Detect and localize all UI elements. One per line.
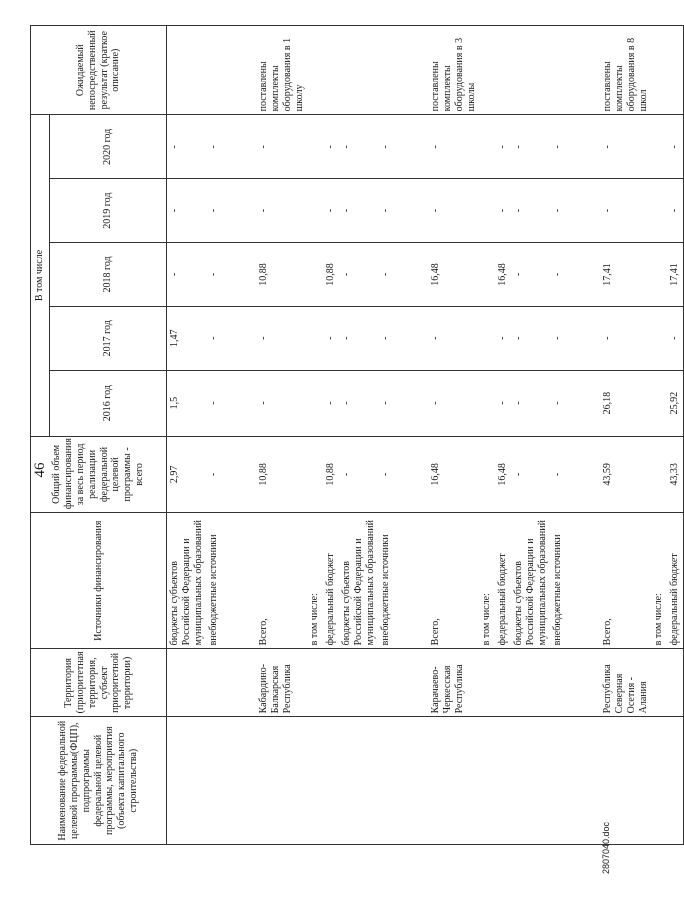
cell-source: бюджеты субъектов Российской Федерации и муниципальных образований [339,513,378,649]
cell-total: - [339,436,378,513]
cell-program-name [339,717,378,845]
cell-y2017: - [256,306,307,370]
header-2019: 2019 год [50,179,167,243]
cell-result [667,26,683,115]
cell-y2018: - [511,243,550,307]
cell-y2017: - [339,306,378,370]
cell-source: бюджеты субъектов Российской Федерации и муниципальных образований [511,513,550,649]
cell-y2016: - [378,370,394,436]
cell-territory [511,649,550,717]
cell-territory [378,649,394,717]
spacer-cell [394,370,428,436]
cell-territory [550,649,566,717]
cell-source: федеральный бюджет [323,513,339,649]
cell-y2018 [307,243,323,307]
cell-result [307,26,323,115]
spacer-cell [566,26,600,115]
cell-territory [167,649,207,717]
cell-y2016: - [428,370,479,436]
spacer-cell [394,306,428,370]
cell-y2020: - [428,115,479,179]
cell-territory [307,649,323,717]
spacer-cell [222,513,256,649]
spacer-cell [566,243,600,307]
cell-y2018: 17,41 [667,243,683,307]
cell-y2016 [651,370,667,436]
cell-y2019: - [378,179,394,243]
cell-total: 16,48 [428,436,479,513]
table-row [256,26,307,845]
financing-table [30,25,684,845]
cell-program-name [428,717,479,845]
header-2020: 2020 год [50,115,167,179]
cell-total: 10,88 [323,436,339,513]
cell-territory [206,649,222,717]
cell-y2016: - [495,370,511,436]
cell-y2017 [479,306,495,370]
spacer-cell [394,717,428,845]
cell-y2016: - [550,370,566,436]
cell-y2018: 10,88 [256,243,307,307]
table-row [550,26,566,845]
cell-territory: Кабардино-Балкарская Республика [256,649,307,717]
cell-y2020: - [550,115,566,179]
cell-total: - [550,436,566,513]
spacer-cell [394,179,428,243]
spacer-cell [566,717,600,845]
cell-territory: Республика Северная Осетия - Алания [600,649,651,717]
cell-y2016: - [323,370,339,436]
cell-y2019: - [323,179,339,243]
cell-source: в том числе: [479,513,495,649]
cell-program-name [667,717,683,845]
cell-total: - [511,436,550,513]
block-spacer [394,26,428,845]
spacer-cell [394,513,428,649]
table-row [600,26,651,845]
cell-y2019: - [495,179,511,243]
table-row [428,26,479,845]
cell-source: Всего, [428,513,479,649]
table-row [167,26,207,845]
cell-y2016: 1,5 [167,370,207,436]
cell-y2020 [651,115,667,179]
cell-territory [323,649,339,717]
cell-total: 43,59 [600,436,651,513]
cell-total: 16,48 [495,436,511,513]
cell-program-name [511,717,550,845]
table-row [378,26,394,845]
cell-result [206,26,222,115]
cell-y2018: 10,88 [323,243,339,307]
cell-source: внебюджетные источники [378,513,394,649]
cell-y2019 [479,179,495,243]
block-spacer [222,26,256,845]
cell-y2019: - [511,179,550,243]
cell-territory [495,649,511,717]
cell-y2020: - [600,115,651,179]
spacer-cell [222,370,256,436]
cell-result [323,26,339,115]
cell-y2020: - [511,115,550,179]
cell-total: - [206,436,222,513]
cell-y2018: - [378,243,394,307]
cell-territory [651,649,667,717]
spacer-cell [222,717,256,845]
table-row [307,26,323,845]
cell-y2019: - [550,179,566,243]
header-total: Общий объем финансирования за весь период реализации федеральной целевой программы - всего [31,436,167,513]
spacer-cell [222,243,256,307]
cell-y2018: - [206,243,222,307]
spacer-cell [222,115,256,179]
cell-y2019 [651,179,667,243]
spacer-cell [566,649,600,717]
spacer-cell [566,436,600,513]
document-code: 2807040.doc [601,821,611,874]
cell-y2019: - [339,179,378,243]
cell-y2016: 26,18 [600,370,651,436]
cell-y2018 [651,243,667,307]
cell-y2017: - [495,306,511,370]
cell-source: федеральный бюджет [667,513,683,649]
table-row [495,26,511,845]
table-body [167,26,684,845]
cell-y2017: - [667,306,683,370]
header-source: Источники финансирования [31,513,167,649]
header-result: Ожидаемый непосредственный результат (краткое описание) [31,26,167,115]
cell-source: федеральный бюджет [495,513,511,649]
cell-y2020 [307,115,323,179]
cell-result: поставлены комплекты оборудования в 1 школу [256,26,307,115]
cell-y2019: - [667,179,683,243]
table-row [479,26,495,845]
spacer-cell [566,370,600,436]
cell-y2019: - [206,179,222,243]
spacer-cell [394,436,428,513]
cell-result: поставлены комплекты оборудования в 3 школы [428,26,479,115]
cell-source: Всего, [256,513,307,649]
page-number: 46 [32,462,48,478]
cell-y2020: - [323,115,339,179]
cell-result [651,26,667,115]
cell-y2018: 17,41 [600,243,651,307]
cell-y2017: - [378,306,394,370]
table-row [667,26,683,845]
spacer-cell [566,306,600,370]
spacer-cell [566,179,600,243]
cell-y2016: - [339,370,378,436]
cell-program-name [323,717,339,845]
cell-source: внебюджетные источники [550,513,566,649]
cell-y2019: - [600,179,651,243]
cell-source: в том числе: [307,513,323,649]
cell-total: 43,33 [667,436,683,513]
spacer-cell [394,243,428,307]
cell-total: - [378,436,394,513]
cell-total [651,436,667,513]
cell-y2020: - [167,115,207,179]
header-in-that: В том числе [31,115,50,436]
spacer-cell [394,115,428,179]
cell-result [378,26,394,115]
cell-y2016 [479,370,495,436]
cell-territory [667,649,683,717]
cell-result: поставлены комплекты оборудования в 8 школ [600,26,651,115]
cell-y2017 [307,306,323,370]
cell-source: бюджеты субъектов Российской Федерации и муниципальных образований [167,513,207,649]
cell-y2016: 25,92 [667,370,683,436]
cell-source: в том числе: [651,513,667,649]
spacer-cell [222,436,256,513]
cell-y2019: - [256,179,307,243]
header-2018: 2018 год [50,243,167,307]
cell-program-name [651,717,667,845]
cell-program-name [479,717,495,845]
spacer-cell [394,649,428,717]
cell-y2020: - [339,115,378,179]
header-2016: 2016 год [50,370,167,436]
cell-y2020 [479,115,495,179]
cell-program-name [378,717,394,845]
cell-result [495,26,511,115]
cell-result [339,26,378,115]
spacer-cell [222,179,256,243]
cell-y2016: - [511,370,550,436]
cell-result [479,26,495,115]
table-row [339,26,378,845]
spacer-cell [222,26,256,115]
cell-y2017: - [511,306,550,370]
cell-total: 10,88 [256,436,307,513]
cell-source: Всего, [600,513,651,649]
cell-y2019: - [167,179,207,243]
header-territory: Территория (приоритетная территория, субъект приоритетной территории) [31,649,167,717]
cell-territory [479,649,495,717]
cell-y2018: 16,48 [428,243,479,307]
cell-y2018: - [167,243,207,307]
spacer-cell [394,26,428,115]
block-spacer [566,26,600,845]
cell-y2017: 1,47 [167,306,207,370]
cell-y2016 [307,370,323,436]
cell-y2017 [651,306,667,370]
spacer-cell [566,115,600,179]
cell-y2018 [479,243,495,307]
table-row [651,26,667,845]
cell-y2016: - [256,370,307,436]
cell-program-name [167,717,207,845]
cell-program-name [256,717,307,845]
cell-y2020: - [495,115,511,179]
table-row [511,26,550,845]
cell-program-name [307,717,323,845]
cell-y2020: - [378,115,394,179]
cell-y2018: - [339,243,378,307]
cell-y2017: - [428,306,479,370]
spacer-cell [222,649,256,717]
cell-y2019: - [428,179,479,243]
cell-result [511,26,550,115]
cell-y2016: - [206,370,222,436]
table-row [206,26,222,845]
cell-program-name [495,717,511,845]
header-2017: 2017 год [50,306,167,370]
spacer-cell [222,306,256,370]
cell-y2017: - [206,306,222,370]
cell-y2017: - [323,306,339,370]
spacer-cell [566,513,600,649]
cell-y2018: 16,48 [495,243,511,307]
cell-y2019 [307,179,323,243]
cell-program-name [206,717,222,845]
cell-program-name [550,717,566,845]
cell-territory [339,649,378,717]
cell-total [307,436,323,513]
cell-result [167,26,207,115]
header-name: Наименование федеральной целевой программы(ФЦП), подпрограммы федеральной целевой программы, мероприятия (объекта капитального строительства) [31,717,167,845]
cell-total: 2,97 [167,436,207,513]
cell-y2018: - [550,243,566,307]
cell-y2020: - [206,115,222,179]
cell-source: внебюджетные источники [206,513,222,649]
cell-result [550,26,566,115]
cell-total [479,436,495,513]
cell-y2017: - [550,306,566,370]
cell-territory: Карачаево-Черкесская Республика [428,649,479,717]
cell-y2017: - [600,306,651,370]
cell-y2020: - [667,115,683,179]
cell-program-name [600,717,651,845]
table-row [323,26,339,845]
cell-y2020: - [256,115,307,179]
